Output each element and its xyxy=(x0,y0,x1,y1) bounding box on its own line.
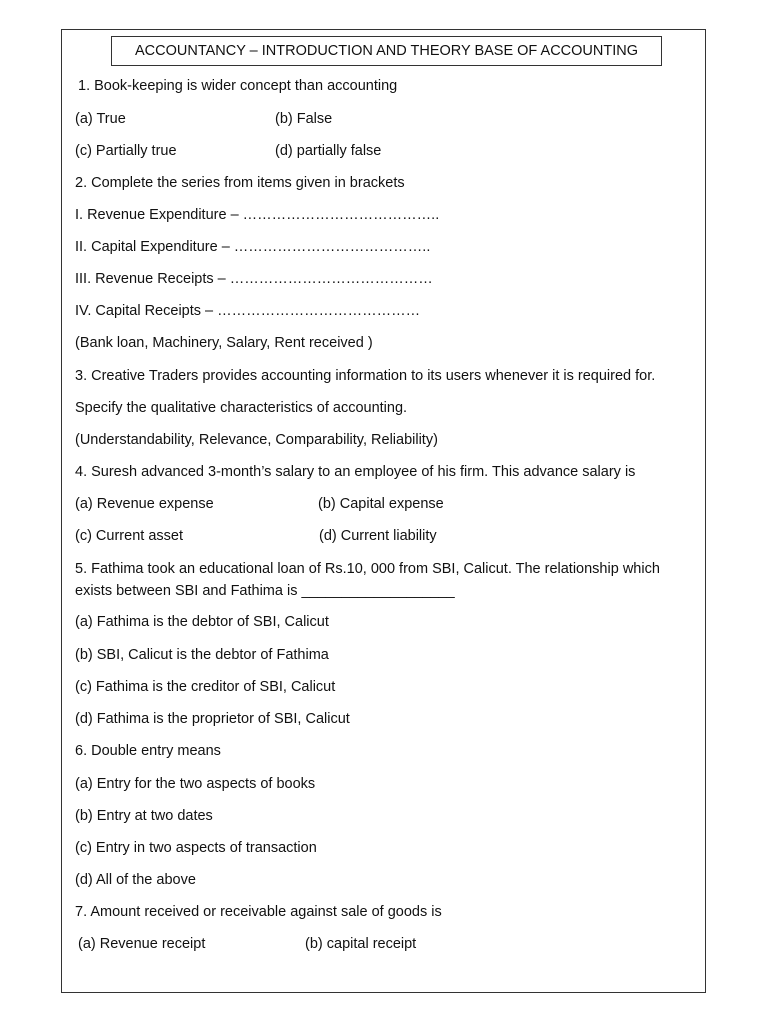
q6-option-b: (b) Entry at two dates xyxy=(75,808,213,824)
q1-option-a: (a) True xyxy=(75,111,126,127)
question-7: 7. Amount received or receivable against sale of goods is xyxy=(75,904,442,920)
q6-option-d: (d) All of the above xyxy=(75,872,196,888)
q1-option-c: (c) Partially true xyxy=(75,143,177,159)
q5-option-d: (d) Fathima is the proprietor of SBI, Calicut xyxy=(75,711,350,727)
q1-option-d: (d) partially false xyxy=(275,143,382,159)
question-6: 6. Double entry means xyxy=(75,743,221,759)
q7-option-a: (a) Revenue receipt xyxy=(78,936,206,952)
q3-options: (Understandability, Relevance, Comparability, Reliability) xyxy=(75,432,438,448)
q2-item-iii: III. Revenue Receipts – …………………………………… xyxy=(75,271,433,287)
q6-option-c: (c) Entry in two aspects of transaction xyxy=(75,840,317,856)
question-3: 3. Creative Traders provides accounting information to its users whenever it is required for. xyxy=(75,368,656,384)
question-4: 4. Suresh advanced 3-month’s salary to an employee of his firm. This advance salary is xyxy=(75,464,636,480)
q1-option-b: (b) False xyxy=(275,111,333,127)
q2-item-ii: II. Capital Expenditure – ………………………………….. xyxy=(75,239,431,255)
q2-item-i: I. Revenue Expenditure – ………………………………….. xyxy=(75,207,440,223)
q5-option-c: (c) Fathima is the creditor of SBI, Calicut xyxy=(75,679,336,695)
q4-option-d: (d) Current liability xyxy=(319,528,437,544)
question-5: 5. Fathima took an educational loan of Rs.10, 000 from SBI, Calicut. The relationship which exists between SBI and Fathima is ___________________ xyxy=(75,561,660,599)
q2-options: (Bank loan, Machinery, Salary, Rent received ) xyxy=(75,335,373,351)
q5-option-a: (a) Fathima is the debtor of SBI, Calicut xyxy=(75,614,329,630)
q4-option-a: (a) Revenue expense xyxy=(75,496,214,512)
question-3-line-2: Specify the qualitative characteristics of accounting. xyxy=(75,400,408,416)
q5-option-b: (b) SBI, Calicut is the debtor of Fathima xyxy=(75,647,329,663)
question-1: 1. Book-keeping is wider concept than accounting xyxy=(78,78,398,94)
q2-item-iv: IV. Capital Receipts – …………………………………… xyxy=(75,303,421,319)
page-title: ACCOUNTANCY – INTRODUCTION AND THEORY BASE OF ACCOUNTING xyxy=(111,36,662,66)
q4-option-c: (c) Current asset xyxy=(75,528,183,544)
q7-option-b: (b) capital receipt xyxy=(305,936,417,952)
q6-option-a: (a) Entry for the two aspects of books xyxy=(75,776,316,792)
q4-option-b: (b) Capital expense xyxy=(318,496,444,512)
question-2: 2. Complete the series from items given in brackets xyxy=(75,175,405,191)
